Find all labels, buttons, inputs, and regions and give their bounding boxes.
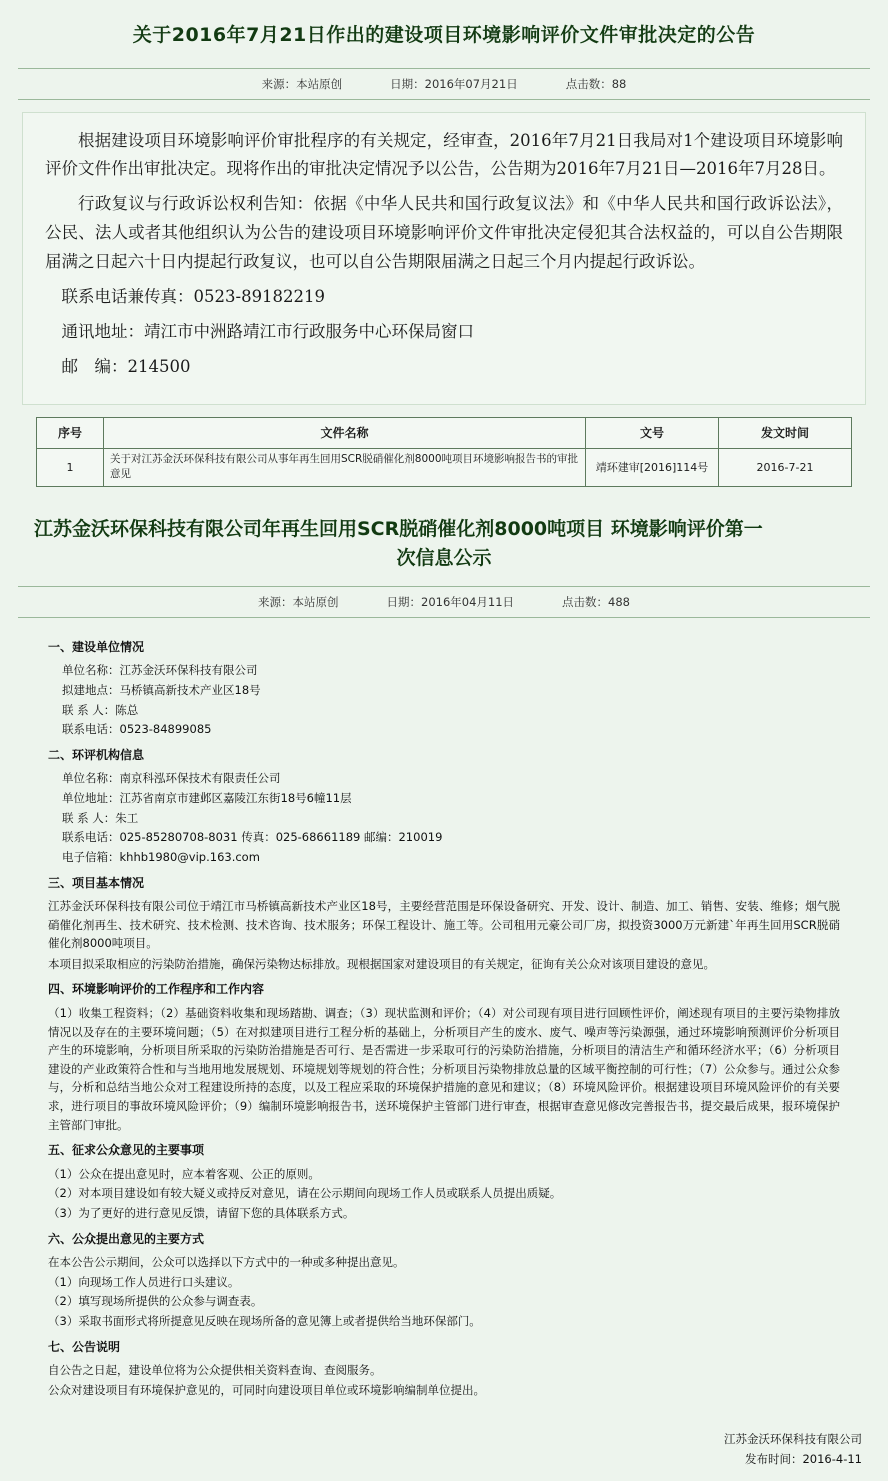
section-line: 单位地址：江苏省南京市建邺区嘉陵江东街18号6幢11层 xyxy=(62,791,352,806)
article-2 xyxy=(8,497,880,1481)
table-header-name: 文件名称 xyxy=(104,417,586,448)
article-2-meta xyxy=(18,587,870,618)
footer-date: 发布时间：2016-4-11 xyxy=(744,1451,862,1466)
section-line: 自公告之日起，建设单位将为公众提供相关资料查询、查阅服务。 xyxy=(48,1362,382,1377)
section-line: （2）填写现场所提供的公众参与调查表。 xyxy=(48,1294,263,1309)
section-line: 单位名称：江苏金沃环保科技有限公司 xyxy=(62,663,258,678)
section-line: 单位名称：南京科泓环保技术有限责任公司 xyxy=(62,771,281,786)
section-line: 联 系 人：朱工 xyxy=(62,810,139,825)
article-1-meta xyxy=(18,69,870,100)
meta-source: 来源：本站原创 xyxy=(261,76,343,91)
footer-company: 江苏金沃环保科技有限公司 xyxy=(724,1432,862,1447)
meta-date: 日期：2016年07月21日 xyxy=(390,76,518,91)
cell-issue-date: 2016-7-21 xyxy=(719,448,852,487)
section-heading: 一、建设单位情况 xyxy=(48,640,145,655)
meta-date: 日期：2016年04月11日 xyxy=(386,595,515,610)
article-2-title-line2: 次信息公示 xyxy=(396,546,492,569)
section-line: （1）向现场工作人员进行口头建议。 xyxy=(48,1274,240,1289)
table-header-row xyxy=(37,417,852,448)
table-header-seq: 序号 xyxy=(37,417,104,448)
article-2-footer xyxy=(8,1406,880,1481)
meta-hits: 点击数：488 xyxy=(562,595,630,610)
section-line: （2）对本项目建设如有较大疑义或持反对意见，请在公示期间向现场工作人员或联系人员提出质疑。 xyxy=(48,1186,562,1201)
section-heading: 三、项目基本情况 xyxy=(48,875,145,890)
section-line: 公众对建设项目有环境保护意见的，可同时向建设项目单位或环境影响编制单位提出。 xyxy=(48,1382,485,1397)
article-2-title xyxy=(8,497,880,586)
section-heading: 五、征求公众意见的主要事项 xyxy=(48,1143,205,1158)
section-line: 联系电话：025-85280708-8031 传真：025-68661189 邮编：210019 xyxy=(62,830,443,845)
meta-source: 来源：本站原创 xyxy=(258,595,339,610)
section-heading: 六、公众提出意见的主要方式 xyxy=(48,1231,205,1246)
paragraph: 行政复议与行政诉讼权利告知：依据《中华人民共和国行政复议法》和《中华人民共和国行政诉讼法》，公民、法人或者其他组织认为公告的建设项目环境影响评价文件审批决定侵犯其合法权益的，可以自公告期限届满之日起六十日内提起行政复议，也可以自公告期限届满之日起三个月内提起行政诉讼。 xyxy=(45,194,843,272)
cell-file-name: 关于对江苏金沃环保科技有限公司从事年再生回用SCR脱硝催化剂8000吨项目环境影响报告书的审批意见 xyxy=(104,448,586,487)
table-row xyxy=(37,448,852,487)
paragraph: 根据建设项目环境影响评价审批程序的有关规定，经审查，2016年7月21日我局对1个建设项目环境影响评价文件作出审批决定。现将作出的审批决定情况予以公告，公告期为2016年7月21日—2016年7月28日。 xyxy=(45,130,843,179)
cell-doc-no: 靖环建审[2016]114号 xyxy=(586,448,719,487)
table-header-no: 文号 xyxy=(586,417,719,448)
section-paragraph: 江苏金沃环保科技有限公司位于靖江市马桥镇高新技术产业区18号，主要经营范围是环保设备研究、开发、设计、制造、加工、销售、安装、维修；烟气脱硝催化剂再生、技术研究、技术检测、技术咨询、技术服务；环保工程设计、施工等。公司租用元豪公司厂房，拟投资3000万元新建`年再生回用SCR脱硝催化剂8000吨项目。 xyxy=(48,898,840,951)
section-paragraph: （1）收集工程资料；（2）基础资料收集和现场踏勘、调查；（3）现状监测和评价；（4）对公司现有项目进行回顾性评价，阐述现有项目的主要污染物排放情况以及存在的主要环境问题；（5）在对拟建项目进行工程分析的基础上，分析项目产生的废水、废气、噪声等污染源强，通过环境影响预测评价分析项目产生的环境影响，分析项目所采取的污染防治措施是否可行、是否需进一步采取可行的污染防治措施，分析项目的清洁生产和循环经济水平；（6）分析项目建设的产业政策符合性和与当地用地发展规划、环境规划等规划的符合性；分析项目污染物排放总量的区域平衡控制的可行性；（7）公众参与。通过公众参与，分析和总结当地公众对工程建设所持的态度，以及工程应采取的环境保护措施的意见和建议；（8）环境风险评价。根据建设项目环境风险评价的有关要求，进行项目的事故环境风险评价；（9）编制环境影响报告书，送环境保护主管部门进行审查，根据审查意见修改完善报告书，提交最后成果，报环境保护主管部门审批。 xyxy=(48,1005,840,1132)
contact-address: 通讯地址：靖江市中洲路靖江市行政服务中心环保局窗口 xyxy=(61,321,474,341)
article-2-body xyxy=(8,618,880,1406)
article-1 xyxy=(8,0,880,487)
cell-seq: 1 xyxy=(37,448,104,487)
contact-phone: 联系电话兼传真：0523-89182219 xyxy=(61,286,326,306)
section-line: （1）公众在提出意见时，应本着客观、公正的原则。 xyxy=(48,1166,320,1181)
contact-postcode: 邮 编：214500 xyxy=(61,356,191,376)
article-1-title: 关于2016年7月21日作出的建设项目环境影响评价文件审批决定的公告 xyxy=(132,24,756,46)
section-heading: 四、环境影响评价的工作程序和工作内容 xyxy=(48,982,265,997)
section-line: 联 系 人：陈总 xyxy=(62,702,139,717)
approval-decision-table xyxy=(36,417,852,488)
article-1-body xyxy=(22,112,866,405)
section-line: 拟建地点：马桥镇高新技术产业区18号 xyxy=(62,683,261,698)
section-line: （3）为了更好的进行意见反馈，请留下您的具体联系方式。 xyxy=(48,1205,355,1220)
meta-hits: 点击数：88 xyxy=(565,76,627,91)
section-line: （3）采取书面形式将所提意见反映在现场所备的意见簿上或者提供给当地环保部门。 xyxy=(48,1313,481,1328)
section-line: 在本公告公示期间，公众可以选择以下方式中的一种或多种提出意见。 xyxy=(48,1255,405,1270)
section-line: 电子信箱：khhb1980@vip.163.com xyxy=(62,849,260,864)
article-2-title-line1: 江苏金沃环保科技有限公司年再生回用SCR脱硝催化剂8000吨项目 环境影响评价第一 xyxy=(34,518,763,541)
section-heading: 二、环评机构信息 xyxy=(48,747,145,762)
table-header-date: 发文时间 xyxy=(719,417,852,448)
section-heading: 七、公告说明 xyxy=(48,1339,121,1354)
section-line: 联系电话：0523-84899085 xyxy=(62,722,212,737)
section-paragraph: 本项目拟采取相应的污染防治措施，确保污染物达标排放。现根据国家对建设项目的有关规定，征询有关公众对该项目建设的意见。 xyxy=(48,956,715,971)
